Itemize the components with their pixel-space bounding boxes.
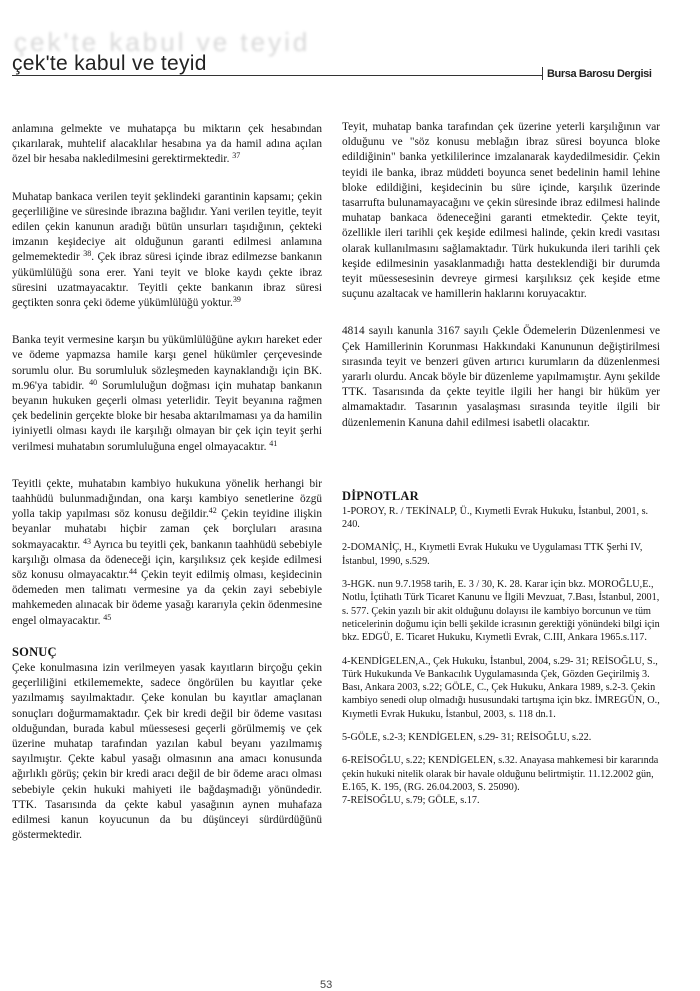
- footnote-ref: 42: [208, 506, 217, 516]
- footnote-ref: 41: [269, 438, 278, 448]
- footnote: 3-HGK. nun 9.7.1958 tarih, E. 3 / 30, K. 28. Karar için bkz. MOROĞLU,E., Notlu, İçtihatlı Türk Ticaret Kanunu ve İlgili Mevzuat, 7.Bası, İstanbul, 2001, s. 577. Çekin yazılı bir akit olduğunu dolayısı ile kambiyo borcunun ve tüm neticelerinin doğumu için belli şekilde icrasının gerektiği yönündeki bilgi için bkz. EDGÜ, E. Ticaret Hukuku, Kıymetli Evrak, C.III, Ankara 1965.s.117.: [342, 579, 660, 644]
- paragraph-text: Muhatap bankaca verilen teyit şeklindeki garantinin kapsamı; çekin geçerliliğine ve süresinde ibrazına bağlıdır. Yani verilen teyitle, teyit edilen çekin kanunun aradığı bütün unsurları taşıdığının, çekteki imzanın keşideciye ait olduğunun garanti edilmesi anlamına gelmemektedir: [12, 190, 322, 264]
- conclusion-paragraph: Çeke konulmasına izin verilmeyen yasak kayıtların birçoğu çekin geçerliliğini etkilememekte, sadece öngörülen bu kayıtlar çeke yazılmamış sayılmaktadır. Çeke konulan bu kayıtlar amaçlanan sonuçları doğurmamaktadır. Çek bir kredi değil bir ödeme vasıtası olduğundan, burada kabul müessesesi geçerli görülmemiş ve çek üzerine muhatap tarafından yazılan kabul beyanı yazılmamış sayılmıştır. Çekte kabul yasağı olmasının ana amacı konusunda ağırlıklı görüş; çekin bir kredi aracı değil de bir ödeme aracı olması sebebiyle çekin hukuki mahiyeti ile bağdaşmadığı yönündedir. TTK. Tasarısında da çekte kabul yasağının aynen muhafaza edilmesi kanun koyucunun da bu düşünceyi sürdürdüğünü göstermektedir.: [12, 661, 322, 842]
- footnote-ref: 39: [232, 295, 241, 305]
- paragraph: [12, 333, 322, 455]
- footnote-ref: 44: [128, 567, 137, 577]
- paragraph: [12, 477, 322, 629]
- footnote: 7-REİSOĞLU, s.79; GÖLE, s.17.: [342, 795, 480, 807]
- paragraph-text: Ayrıca bu teyitli çek, bankanın taahhüdü sebebiyle karşılığı olmasa da ödeneceği için, karşılıksız çek keşide edilmesi söz konusu olmayacaktır.: [12, 538, 322, 582]
- paragraph: Teyit, muhatap banka tarafından çek üzerine yeterli karşılığının var olduğunu ve "söz konusu meblağın ibraz süresi boyunca bloke edildiğinin" banka yetkililerince imzalanarak kaydedilmesidir. Çekin teyidi ile banka, ibraz müddeti boyunca senet bedelinin hamil lehine bloke edildiğini, keşidecinin bu süre içinde, karşılık üzerinde tasarrufta bulunamayacağını ve çekin süresinde ibraz edilmesi halinde muhatap bankaca ödeneceğini garanti etmektedir. Çekte teyit, özellikle ileri tarihli çek keşide edilmesi halinde, çekin kredi vasıtası olarak kullanılmasını sağlamaktadır. Türk hukukunda ileri tarihli çek keşide edilmesinin yasaklanmadığı hatta desteklendiği bir durumda teyit müessesesinin devreye girmesi karşılıksız çek keşide etme suçunu azaltacak ve hamillerin haklarını koruyacaktır.: [342, 121, 660, 301]
- journal-name: Bursa Barosu Dergisi: [547, 68, 652, 80]
- footnote-ref: 38: [83, 249, 92, 259]
- footnote: 4-KENDİGELEN,A., Çek Hukuku, İstanbul, 2004, s.29- 31; REİSOĞLU, S., Türk Hukukunda Ve Bankacılık Uygulamasında Çek, Gözden Geçirilmiş 3. Bası, Ankara 2003, s.22; GÖLE, C., Çek Hukuku, Ankara 1989, s.2-3. Çekin kambiyo senedi olup olmadığı hususundaki tartışma için bkz. İMREGÜN, O., Kıymetli Evrak Hukuku, İstanbul, 2003, s. 118 dn.1.: [342, 655, 660, 720]
- header-ghost-text: çek'te kabul ve teyid: [14, 27, 311, 57]
- footnote-ref: 45: [103, 612, 112, 622]
- paragraph-text: anlamına gelmekte ve muhatapça bu miktarın çek hesabından çıkarılarak, muhtelif alacaklılar hesabına ya da hamil adına açılan özel bir hesaba nakledilmesini gerektirmektedir.: [12, 123, 322, 166]
- footnote: 1-POROY, R. / TEKİNALP, Ü., Kıymetli Evrak Hukuku, İstanbul, 2001, s. 240.: [342, 505, 649, 531]
- paragraph-text: Çekin teyidine ilişkin beyanlar muhatabı hiçbir zaman çek borçluları arasına sokmayacaktır.: [12, 508, 322, 551]
- footnotes-heading: DİPNOTLAR: [342, 488, 419, 503]
- paragraph-text: Çekin teyit edilmiş olması, keşidecinin ödemeden men talimatı vermesine ya da çekin zayi sebebiyle mahkemeden alınacak bir ödeme yasağı kararıyla çekin ödenmesine engel olmayacaktır.: [12, 569, 322, 627]
- header-divider-tick: [542, 67, 543, 80]
- footnote-ref: 40: [89, 377, 98, 387]
- paragraph: [12, 122, 322, 168]
- paragraph-text: Banka teyit vermesine karşın bu yükümlülüğüne aykırı hareket eder ve ödeme yapmazsa hamile karşı genel hükümler çerçevesinde sorumlu olur. Bu sorumluluk sözleşmeden kaynaklandığı için BK. m.96'ya tabidir.: [12, 334, 322, 392]
- footnote: 6-REİSOĞLU, s.22; KENDİGELEN, s.32. Anayasa mahkemesi bir kararında çekin hukuki nitelik olarak bir havale olduğunu belirtmiştir. 11.12.2002 gün, E.165, K. 195, (RG. 26.04.2003, S. 25090).: [342, 755, 659, 793]
- section-title: çek'te kabul ve teyid: [12, 52, 207, 75]
- footnote-ref: 43: [82, 536, 91, 546]
- paragraph-text: Teyitli çekte, muhatabın kambiyo hukukuna yönelik herhangi bir taahhüdü bulunmadığından, ona karşı kambiyo senetlerine özgü yolla takip yapılması söz konusu değildir.: [12, 477, 322, 521]
- page-number: 53: [320, 979, 333, 991]
- paragraph-text: . Çek ibraz süresi içinde ibraz edilmezse bankanın yükümlülüğü sona erer. Yani teyit ve bloke kaydı çekte ibraz süresini uzatmayacaktır. Teyitli çekte bankanın ibraz süresi geçtikten sonra çeki ödeme yükümlülüğü yoktur.: [12, 251, 323, 310]
- paragraph-text: Sorumluluğun doğması için muhatap bankanın beyanın hukuken geçerli olması yeterlidir. Teyit beyanına rağmen çek bedelinin gerçekte bloke bir hesaba aktarılmaması ya da hamilin iyiniyetli olması kaydı ile karşılığı olmayan bir çek için teyit şerhi verilmesi muhatabın sorumluluğuna engel olmayacaktır.: [12, 379, 322, 453]
- page-header: [0, 0, 700, 100]
- footnote-ref: 37: [232, 151, 241, 161]
- paragraph: [12, 190, 322, 312]
- paragraph: 4814 sayılı kanunla 3167 sayılı Çekle Ödemelerin Düzenlenmesi ve Çek Hamillerinin Korunması Hakkındaki Kanununun değiştirilmesi sırasında teyit ve benzeri güven artırıcı kurumların da düzenlenmesi yararlı olurdu. Ancak böyle bir düzenleme yapılmamıştır. Aynı şekilde TTK. Tasarısında da çekte teyitle ilgili her hangi bir hüküm yer almamaktadır. Tasarının yasalaşması sırasında teyitle ilgili bir düzenlemenin Kanuna dahil edilmesi isabetli olacaktır.: [342, 325, 660, 429]
- footnote: 5-GÖLE, s.2-3; KENDİGELEN, s.29- 31; REİSOĞLU, s.22.: [342, 732, 592, 744]
- conclusion-heading: SONUÇ: [12, 644, 57, 659]
- footnote: 2-DOMANİÇ, H., Kıymetli Evrak Hukuku ve Uygulaması TTK Şerhi IV, İstanbul, 1990, s.529.: [342, 542, 643, 567]
- left-column: [12, 122, 322, 843]
- header-divider: [12, 75, 542, 76]
- right-column: [342, 120, 660, 808]
